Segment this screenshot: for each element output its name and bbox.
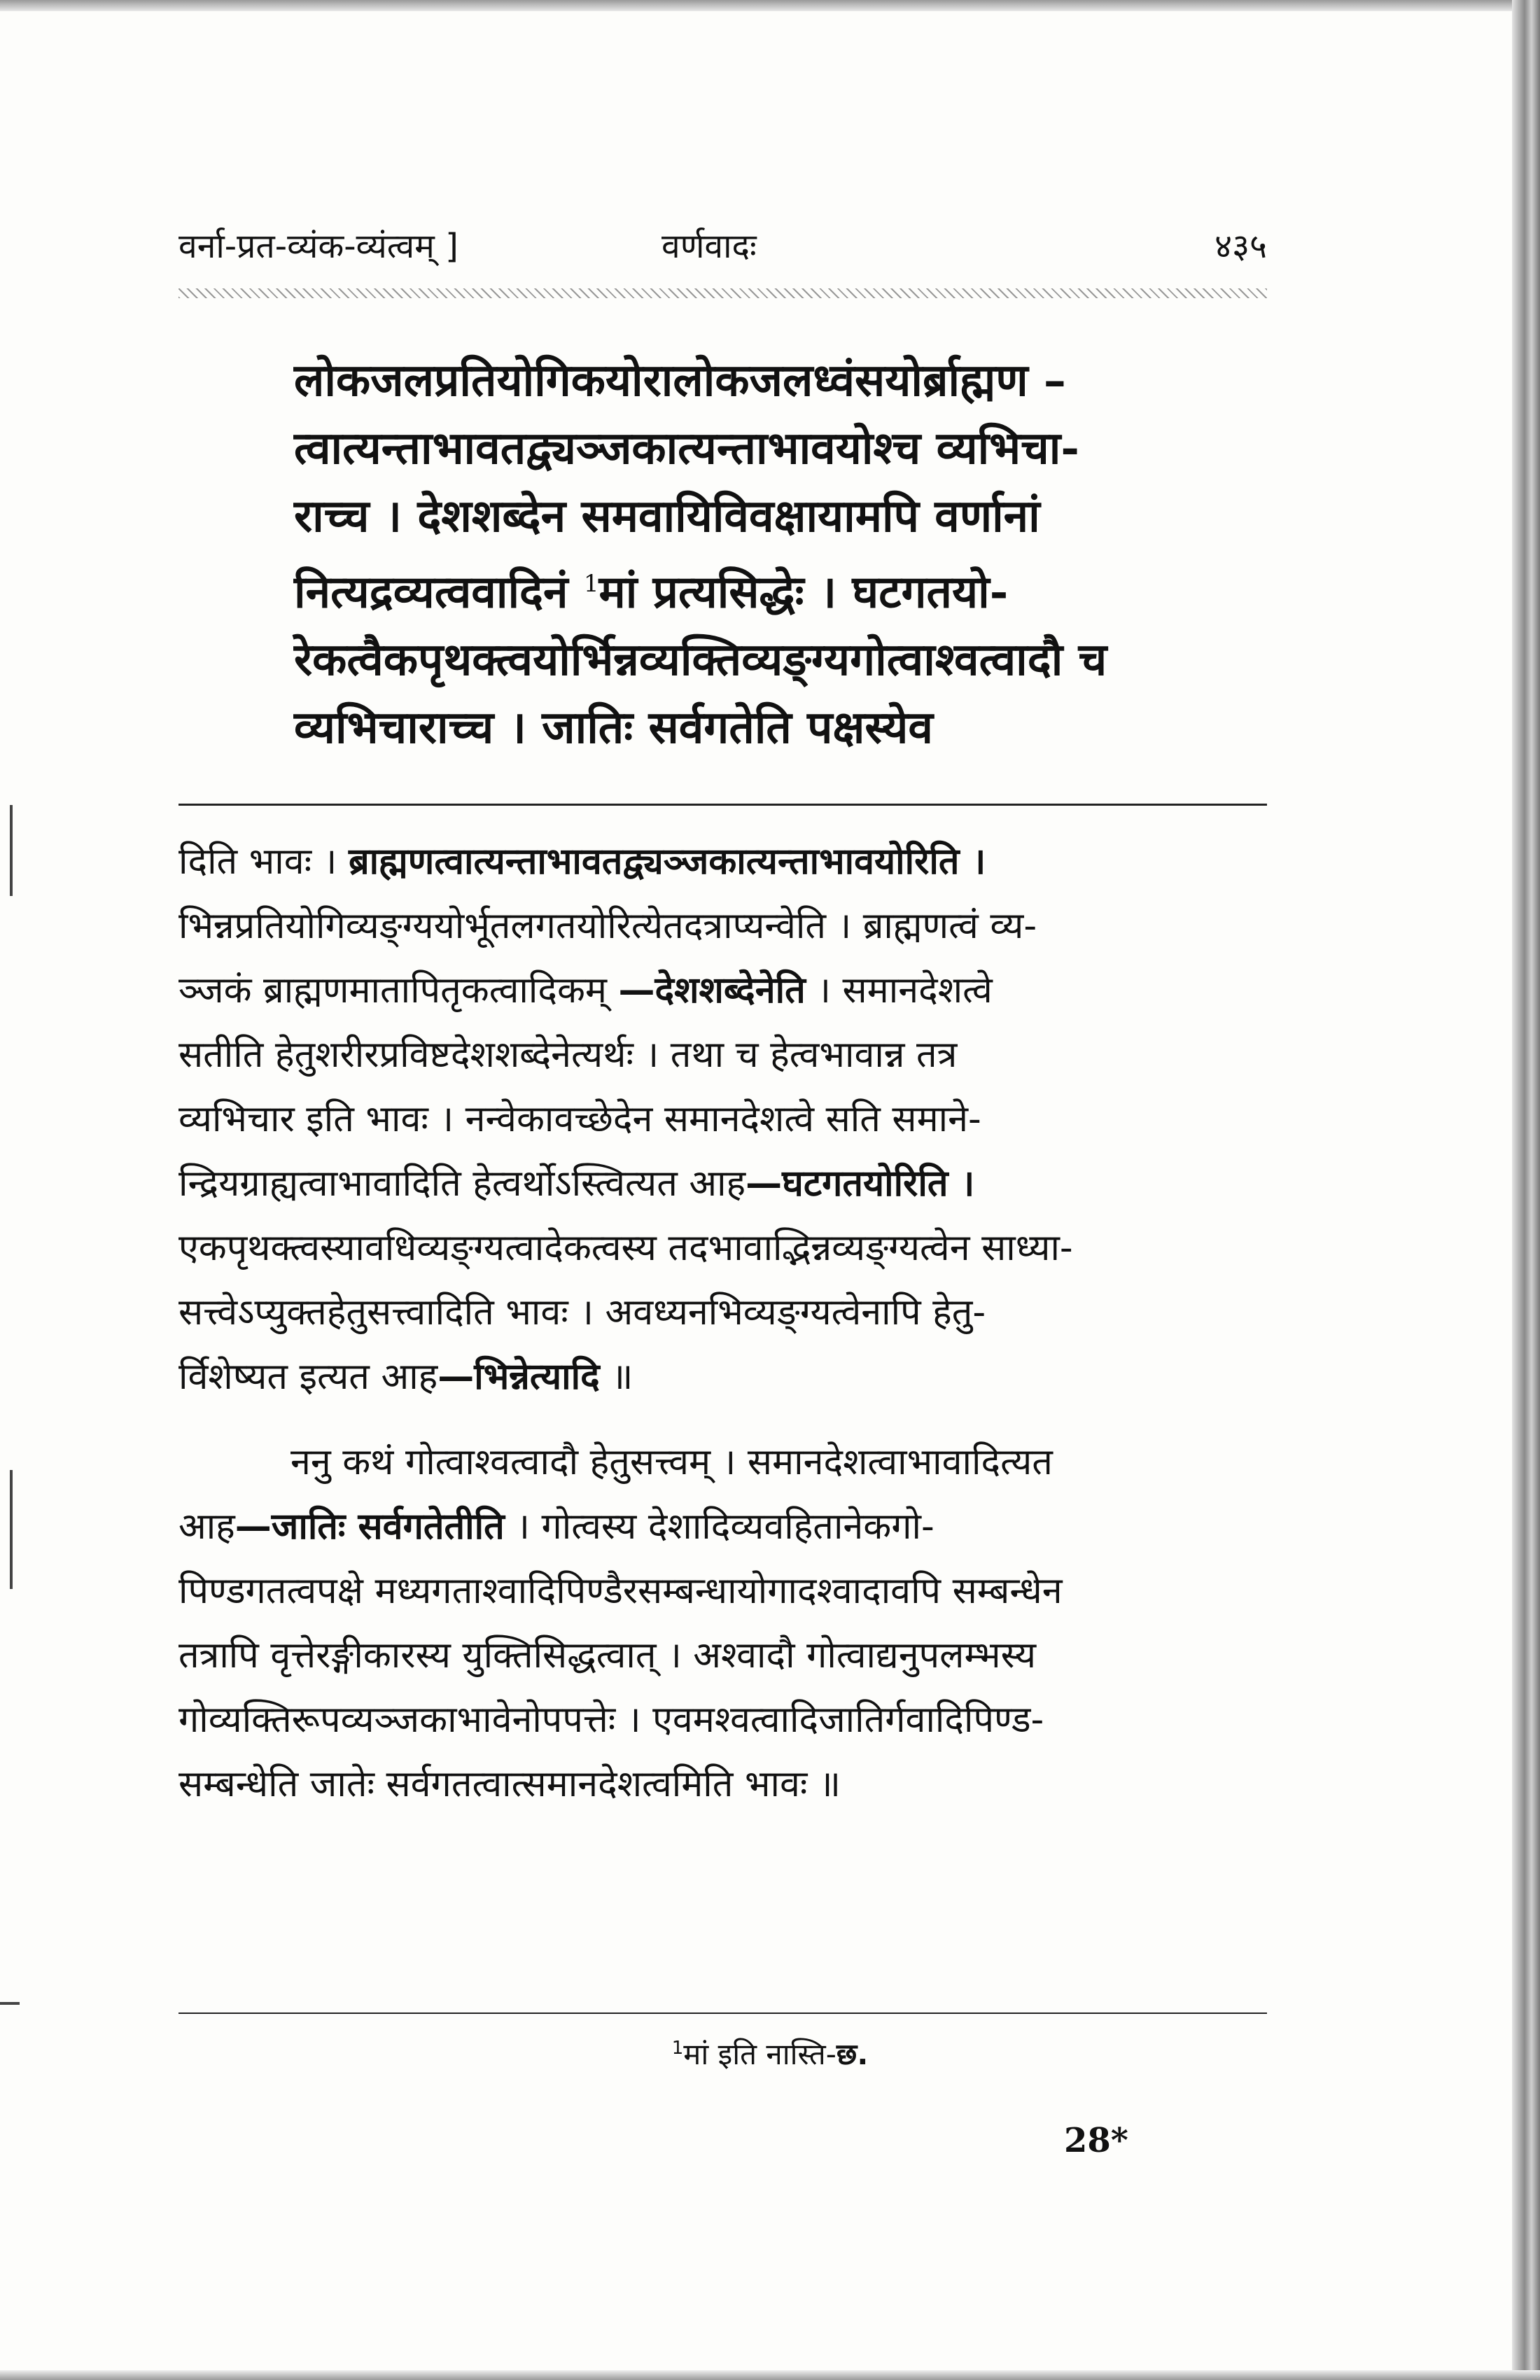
- header-section-title: वर्ना-प्रत-व्यंक-व्यंत्वम् ]: [178, 227, 458, 266]
- footnote-source: छ.: [836, 2037, 869, 2071]
- header-wavy-rule: [178, 288, 1267, 298]
- root-text-line: रेकत्वैकपृथक्त्वयोर्भिन्नव्यक्तिव्यङ्ग्यगोत्वाश्वत्वादौ च: [294, 634, 1107, 687]
- margin-mark: [10, 1470, 13, 1589]
- verse-separator-rule: [178, 804, 1267, 806]
- commentary-line: र्विशेष्यत इत्यत आह—भिन्नेत्यादि ॥: [178, 1356, 634, 1398]
- commentary-line: भिन्नप्रतियोगिव्यङ्ग्ययोर्भूतलगतयोरित्येतदत्राप्यन्वेति । ब्राह्मणत्वं व्य-: [178, 905, 1037, 947]
- commentary-line: सम्बन्धेति जातेः सर्वगतत्वात्समानदेशत्वमिति भावः ॥: [178, 1763, 841, 1805]
- margin-mark: [0, 2002, 20, 2005]
- commentary-lemma: —देशशब्देनेति: [618, 969, 806, 1011]
- page-right-edge: [1512, 0, 1540, 2380]
- header-chapter-title: वर्णवादः: [662, 227, 757, 266]
- commentary-line: सत्त्वेऽप्युक्तहेतुसत्त्वादिति भावः । अवध्यनभिव्यङ्ग्यत्वेनापि हेतु-: [178, 1292, 986, 1334]
- commentary-line: सतीति हेतुशरीरप्रविष्टदेशशब्देनेत्यर्थः । तथा च हेत्वभावान्न तत्र: [178, 1034, 958, 1076]
- footnote-separator-rule: [178, 2012, 1267, 2014]
- printer-signature: 28*: [1064, 2121, 1128, 2160]
- footnote-number: 1: [671, 2038, 684, 2059]
- commentary-line: पिण्डगतत्वपक्षे मध्यगताश्वादिपिण्डैरसम्बन्धायोगादश्वादावपि सम्बन्धेन: [178, 1570, 1063, 1612]
- commentary-line: गोव्यक्तिरूपव्यञ्जकाभावेनोपपत्तेः । एवमश्वत्वादिजातिर्गवादिपिण्ड-: [178, 1699, 1044, 1741]
- page-top-edge: [0, 0, 1540, 11]
- running-header: [178, 223, 1267, 272]
- margin-mark: [10, 805, 13, 896]
- commentary: [178, 830, 1267, 1816]
- commentary-line: ञ्जकं ब्राह्मणमातापितृकत्वादिकम् —देशशब्देनेति । समानदेशत्वे: [178, 969, 993, 1011]
- commentary-line: आह—जातिः सर्वगतेतीति । गोत्वस्य देशादिव्यवहितानेकगो-: [178, 1506, 934, 1548]
- commentary-lemma: —भिन्नेत्यादि: [438, 1356, 600, 1398]
- footnote: [0, 2033, 1540, 2073]
- commentary-line: ननु कथं गोत्वाश्वत्वादौ हेतुसत्त्वम् । समानदेशत्वाभावादित्यत: [290, 1441, 1053, 1483]
- header-page-number: ४३५: [1214, 227, 1267, 266]
- commentary-lemma: —घटगतयोरिति ।: [746, 1163, 975, 1205]
- commentary-line: तत्रापि वृत्तेरङ्गीकारस्य युक्तिसिद्धत्वात् । अश्वादौ गोत्वाद्यनुपलम्भस्य: [178, 1634, 1036, 1676]
- root-text: [294, 346, 1176, 762]
- root-text-line: व्यभिचाराच्च । जातिः सर्वगतेति पक्षस्येव: [294, 701, 933, 755]
- commentary-lemma: —जातिः सर्वगतेतीति: [234, 1506, 505, 1548]
- footnote-marker: 1: [583, 570, 599, 598]
- page-bottom-edge: [0, 2370, 1540, 2380]
- root-text-line: लोकजलप्रतियोगिकयोरालोकजलध्वंसयोर्ब्राह्मण –: [294, 354, 1066, 407]
- commentary-lemma: ब्राह्मणत्वात्यन्ताभावतद्व्यञ्जकात्यन्ताभावयोरिति ।: [348, 841, 986, 883]
- root-text-line: त्वात्यन्ताभावतद्व्यञ्जकात्यन्ताभावयोश्च व्यभिचा-: [294, 422, 1079, 475]
- commentary-line: व्यभिचार इति भावः । नन्वेकावच्छेदेन समानदेशत्वे सति समाने-: [178, 1098, 981, 1140]
- commentary-line: एकपृथक्त्वस्यावधिव्यङ्ग्यत्वादेकत्वस्य तदभावाद्भिन्नव्यङ्ग्यत्वेन साध्या-: [178, 1227, 1073, 1269]
- root-text-line: राच्च । देशशब्देन समवायिविवक्षायामपि वर्णानां: [294, 490, 1040, 542]
- footnote-text: मां इति नास्ति-: [683, 2037, 836, 2071]
- commentary-line: न्द्रियग्राह्यत्वाभावादिति हेत्वर्थोऽस्त्वित्यत आह—घटगतयोरिति ।: [178, 1163, 975, 1205]
- commentary-line: दिति भावः । ब्राह्मणत्वात्यन्ताभावतद्व्यञ्जकात्यन्ताभावयोरिति ।: [178, 841, 986, 883]
- root-text-line: नित्यद्रव्यत्ववादिनं $^1$मां प्रत्यसिद्धेः । घटगतयो-: [294, 566, 1009, 619]
